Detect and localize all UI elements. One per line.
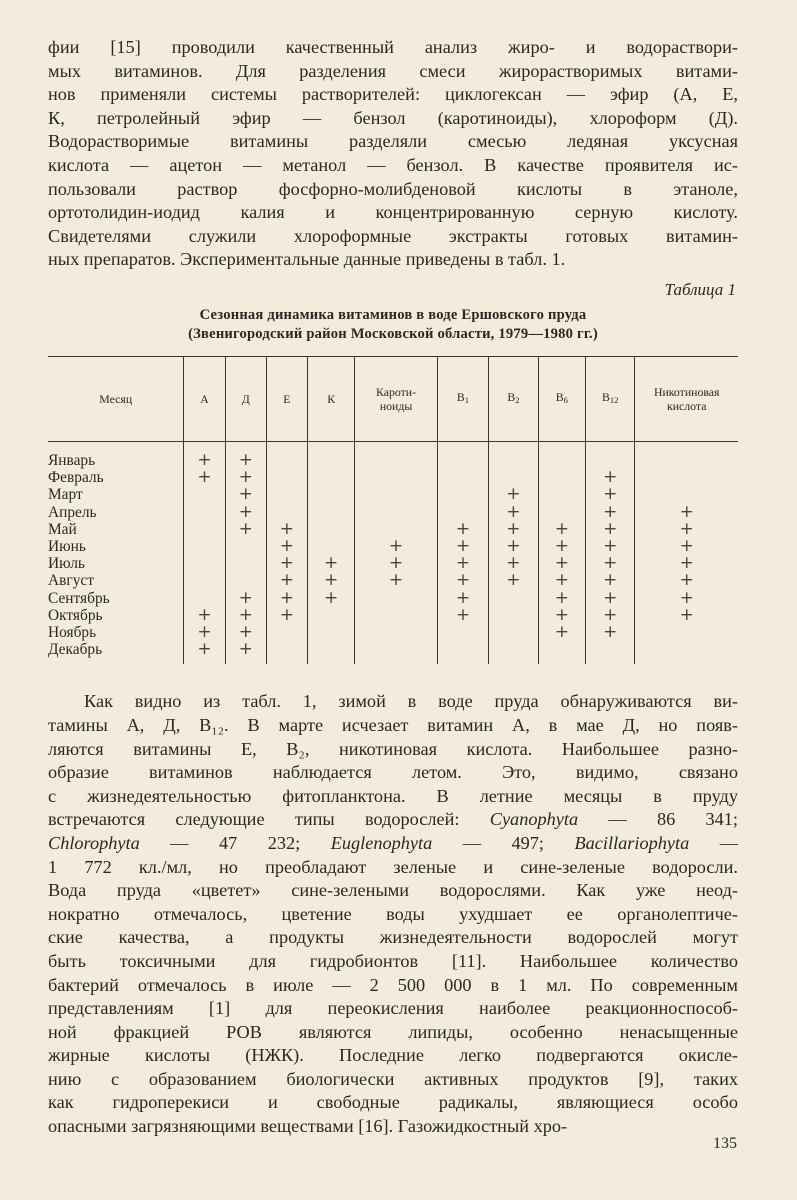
- presence-cell-e: [266, 486, 307, 503]
- presence-cell-b12: +: [586, 607, 635, 624]
- presence-cell-k: [308, 607, 355, 624]
- presence-cell-b12: +: [586, 504, 635, 521]
- presence-cell-b12: +: [586, 538, 635, 555]
- intro-text-line: ных препаратов. Экспериментальные данные приведены в табл. 1.: [48, 249, 566, 270]
- presence-cell-b6: +: [538, 624, 585, 641]
- month-cell: Май: [48, 520, 77, 538]
- presence-cell-e: [266, 624, 307, 641]
- presence-cell-carot: [355, 504, 437, 521]
- discussion-text-line: 1 772 кл./мл, но преобладают зеленые и сине-зеленые водоросли.: [48, 856, 738, 877]
- presence-cell-b12: +: [586, 624, 635, 641]
- presence-cell-d: +: [225, 521, 266, 538]
- presence-cell-d: [225, 538, 266, 555]
- presence-cell-a: [184, 504, 225, 521]
- header-e: Е: [266, 356, 307, 441]
- presence-cell-b2: [489, 607, 538, 624]
- month-cell: Февраль: [48, 469, 104, 487]
- header-carot-line-1: Кароти-: [376, 384, 417, 399]
- presence-cell-b12: +: [586, 590, 635, 607]
- presence-cell-b6: +: [538, 521, 585, 538]
- presence-cell-b1: +: [437, 521, 488, 538]
- presence-cell-k: [308, 486, 355, 503]
- presence-cell-a: +: [184, 469, 225, 486]
- presence-cell-carot: [355, 469, 437, 486]
- presence-cell-d: +: [225, 607, 266, 624]
- presence-cell-b6: [538, 469, 585, 486]
- presence-cell-b6: +: [538, 538, 585, 555]
- table-row: [48, 441, 738, 469]
- discussion-text-line: ной фракцией РОВ являются липиды, особенно ненасыщенные: [48, 1021, 738, 1042]
- presence-cell-a: [184, 521, 225, 538]
- presence-cell-k: +: [308, 572, 355, 589]
- presence-cell-e: [266, 469, 307, 486]
- presence-cell-nic: +: [635, 504, 738, 521]
- table-row: [48, 572, 738, 589]
- presence-cell-b6: +: [538, 572, 585, 589]
- intro-paragraph: [48, 36, 738, 272]
- presence-cell-b2: +: [489, 504, 538, 521]
- header-b6-letter: B: [555, 390, 564, 405]
- presence-cell-b12: +: [586, 521, 635, 538]
- presence-cell-e: +: [266, 590, 307, 607]
- discussion-text-line: жирные кислоты (НЖК). Последние легко подвергаются окисле-: [48, 1045, 738, 1066]
- presence-cell-d: +: [225, 504, 266, 521]
- page-number: 135: [713, 1135, 737, 1152]
- table-row: [48, 469, 738, 486]
- presence-cell-carot: [355, 607, 437, 624]
- header-b12: [586, 356, 635, 441]
- presence-cell-d: [225, 572, 266, 589]
- discussion-text-line: быть токсичными для гидробионтов [11]. Наибольшее количество: [48, 950, 738, 971]
- header-b12-sub: 12: [609, 395, 619, 406]
- table-row: [48, 486, 738, 503]
- presence-cell-e: +: [266, 538, 307, 555]
- discussion-text-line: с жизнедеятельностью фитопланктона. В летние месяцы в пруду: [48, 785, 738, 806]
- presence-cell-b1: +: [437, 607, 488, 624]
- header-month: Месяц: [48, 356, 184, 441]
- presence-cell-k: [308, 521, 355, 538]
- presence-cell-a: [184, 555, 225, 572]
- intro-text-line: фии [15] проводили качественный анализ жиро- и водораствори-: [48, 37, 738, 57]
- month-cell: Ноябрь: [48, 623, 97, 641]
- presence-cell-b6: +: [538, 555, 585, 572]
- header-d: Д: [225, 356, 266, 441]
- presence-cell-b1: [437, 486, 488, 503]
- discussion-text-line: как гидроперекиси и свободные радикалы, являющиеся особо: [48, 1092, 738, 1113]
- table-row: [48, 590, 738, 607]
- presence-cell-b1: +: [437, 555, 488, 572]
- header-b1: [437, 356, 488, 441]
- discussion-text-line: Chlorophyta — 47 232; Euglenophyta — 497; Bacillariophyta —: [48, 832, 738, 853]
- presence-cell-d: +: [225, 590, 266, 607]
- discussion-text-line: ские качества, а продукты жизнедеятельности водорослей могут: [48, 927, 738, 948]
- presence-cell-a: [184, 538, 225, 555]
- presence-cell-b6: [538, 486, 585, 503]
- intro-text-line: нов применяли системы растворителей: циклогексан — эфир (А, Е,: [48, 84, 738, 105]
- presence-cell-b6: [538, 641, 585, 664]
- presence-cell-a: +: [184, 624, 225, 641]
- presence-cell-b1: +: [437, 572, 488, 589]
- table-row: [48, 624, 738, 641]
- presence-cell-e: +: [266, 521, 307, 538]
- intro-text-line: пользовали раствор фосфорно-молибденовой кислоты в этаноле,: [48, 178, 738, 199]
- presence-cell-b2: [489, 441, 538, 469]
- presence-cell-b1: +: [437, 538, 488, 555]
- discussion-text-line: опасными загрязняющими веществами [16]. Газожидкостный хро-: [48, 1116, 568, 1137]
- presence-cell-k: [308, 441, 355, 469]
- month-cell: Март: [48, 486, 83, 504]
- discussion-text-line: представлениям [1] для переокисления наиболее реакционноспособ-: [48, 998, 738, 1019]
- header-carotenoids: [355, 356, 437, 441]
- presence-cell-b2: [489, 590, 538, 607]
- presence-cell-b2: +: [489, 521, 538, 538]
- presence-cell-e: +: [266, 555, 307, 572]
- header-a: А: [184, 356, 225, 441]
- presence-cell-nic: [635, 641, 738, 664]
- presence-cell-nic: +: [635, 521, 738, 538]
- intro-text-line: К, петролейный эфир — бензол (каротиноиды), хлороформ (Д).: [48, 107, 738, 128]
- presence-cell-nic: [635, 469, 738, 486]
- table-body: [48, 441, 738, 664]
- table-row: [48, 641, 738, 664]
- presence-cell-carot: [355, 624, 437, 641]
- presence-cell-carot: [355, 441, 437, 469]
- discussion-text-line: Вода пруда «цветет» сине-зелеными водорослями. Как уже неод-: [48, 880, 738, 901]
- table-title-line-2: (Звенигородский район Московской области, 1979—1980 гг.): [188, 325, 598, 342]
- presence-cell-a: +: [184, 641, 225, 664]
- table-row: [48, 607, 738, 624]
- presence-cell-d: +: [225, 486, 266, 503]
- presence-cell-b2: [489, 624, 538, 641]
- header-b6-sub: 6: [563, 395, 568, 406]
- discussion-text-line: Как видно из табл. 1, зимой в воде пруда обнаруживаются ви-: [84, 691, 738, 712]
- presence-cell-nic: [635, 624, 738, 641]
- discussion-text-line: образие витаминов наблюдается летом. Это, видимо, связано: [48, 762, 738, 783]
- table-row: [48, 504, 738, 521]
- month-cell: Июнь: [48, 537, 86, 555]
- discussion-text-line: тамины А, Д, B₁₂. В марте исчезает витамин А, в мае Д, но появ-: [48, 714, 738, 735]
- discussion-text-line: ляются витамины Е, B₂, никотиновая кислота. Наибольшее разно-: [48, 738, 738, 759]
- header-b2: [489, 356, 538, 441]
- month-cell: Июль: [48, 555, 85, 573]
- month-cell: Январь: [48, 451, 96, 469]
- presence-cell-b12: +: [586, 555, 635, 572]
- presence-cell-b2: +: [489, 555, 538, 572]
- presence-cell-b2: +: [489, 572, 538, 589]
- intro-text-line: ортотолидин-иодид калия и концентрированную серную кислоту.: [48, 202, 738, 223]
- presence-cell-b1: +: [437, 590, 488, 607]
- discussion-text-line: нию с образованием биологически активных продуктов [9], таких: [48, 1068, 738, 1089]
- header-carot-line-2: ноиды: [379, 398, 413, 413]
- presence-cell-a: +: [184, 607, 225, 624]
- presence-cell-b6: +: [538, 607, 585, 624]
- presence-cell-e: +: [266, 572, 307, 589]
- presence-cell-nic: +: [635, 538, 738, 555]
- presence-cell-b1: [437, 641, 488, 664]
- table-label: Таблица 1: [664, 279, 736, 299]
- presence-cell-a: [184, 572, 225, 589]
- presence-cell-k: [308, 469, 355, 486]
- presence-cell-b12: +: [586, 486, 635, 503]
- presence-cell-k: +: [308, 555, 355, 572]
- month-cell: Август: [48, 572, 94, 590]
- presence-cell-b1: [437, 469, 488, 486]
- presence-cell-b2: [489, 641, 538, 664]
- presence-cell-b12: [586, 441, 635, 469]
- presence-cell-carot: +: [355, 538, 437, 555]
- header-b12-letter: B: [602, 390, 610, 405]
- presence-cell-k: [308, 624, 355, 641]
- presence-cell-e: [266, 441, 307, 469]
- presence-cell-b2: +: [489, 486, 538, 503]
- month-cell: Октябрь: [48, 606, 103, 624]
- presence-cell-nic: +: [635, 572, 738, 589]
- table-title-line-1: Сезонная динамика витаминов в воде Ершовского пруда: [199, 306, 587, 323]
- header-nic-line-1: Никотиновая: [653, 384, 720, 399]
- month-cell: Апрель: [48, 503, 97, 521]
- presence-cell-carot: [355, 486, 437, 503]
- presence-cell-carot: +: [355, 572, 437, 589]
- presence-cell-k: [308, 504, 355, 521]
- presence-cell-b2: +: [489, 538, 538, 555]
- header-b1-sub: 1: [464, 395, 470, 406]
- presence-cell-d: +: [225, 624, 266, 641]
- presence-cell-b12: [586, 641, 635, 664]
- presence-cell-d: +: [225, 441, 266, 469]
- presence-cell-d: +: [225, 469, 266, 486]
- presence-cell-k: +: [308, 590, 355, 607]
- month-cell: Декабрь: [48, 641, 103, 659]
- discussion-paragraph: [48, 690, 738, 1138]
- presence-cell-e: +: [266, 607, 307, 624]
- presence-cell-b12: +: [586, 572, 635, 589]
- header-b1-letter: B: [456, 390, 465, 405]
- page-body: [48, 36, 738, 1139]
- presence-cell-carot: +: [355, 555, 437, 572]
- table-header-row: [48, 356, 738, 441]
- presence-cell-carot: [355, 641, 437, 664]
- presence-cell-b12: +: [586, 469, 635, 486]
- header-b2-sub: 2: [515, 395, 520, 406]
- vitamin-table: [48, 356, 738, 664]
- presence-cell-b6: +: [538, 590, 585, 607]
- intro-text-line: кислота — ацетон — метанол — бензол. В качестве проявителя ис-: [48, 154, 738, 175]
- intro-text-line: мых витаминов. Для разделения смеси жирорастворимых витами-: [48, 60, 738, 81]
- presence-cell-e: [266, 641, 307, 664]
- header-b2-letter: B: [507, 390, 516, 405]
- presence-cell-nic: +: [635, 590, 738, 607]
- intro-text-line: Свидетелями служили хлороформные экстракты готовых витамин-: [48, 225, 738, 246]
- month-cell: Сентябрь: [48, 589, 110, 607]
- presence-cell-nic: +: [635, 555, 738, 572]
- presence-cell-b1: [437, 441, 488, 469]
- presence-cell-nic: +: [635, 607, 738, 624]
- discussion-text-line: бактерий отмечалось в июле — 2 500 000 в 1 мл. По современным: [48, 974, 738, 995]
- header-b6: [538, 356, 585, 441]
- discussion-text-line: встречаются следующие типы водорослей: Cyanophyta — 86 341;: [48, 809, 738, 830]
- presence-cell-b6: [538, 441, 585, 469]
- discussion-text-line: нократно отмечалось, цветение воды ухудшает ее органолептиче-: [48, 903, 738, 924]
- presence-cell-a: [184, 486, 225, 503]
- header-nic-line-2: кислота: [666, 398, 707, 413]
- header-k: К: [308, 356, 355, 441]
- presence-cell-b1: [437, 624, 488, 641]
- intro-text-line: Водорастворимые витамины разделяли смесью ледяная уксусная: [48, 131, 738, 152]
- presence-cell-nic: [635, 486, 738, 503]
- header-nicotinic-acid: [635, 356, 738, 441]
- presence-cell-k: [308, 641, 355, 664]
- presence-cell-d: [225, 555, 266, 572]
- presence-cell-d: +: [225, 641, 266, 664]
- presence-cell-a: +: [184, 441, 225, 469]
- presence-cell-carot: [355, 590, 437, 607]
- presence-cell-nic: [635, 441, 738, 469]
